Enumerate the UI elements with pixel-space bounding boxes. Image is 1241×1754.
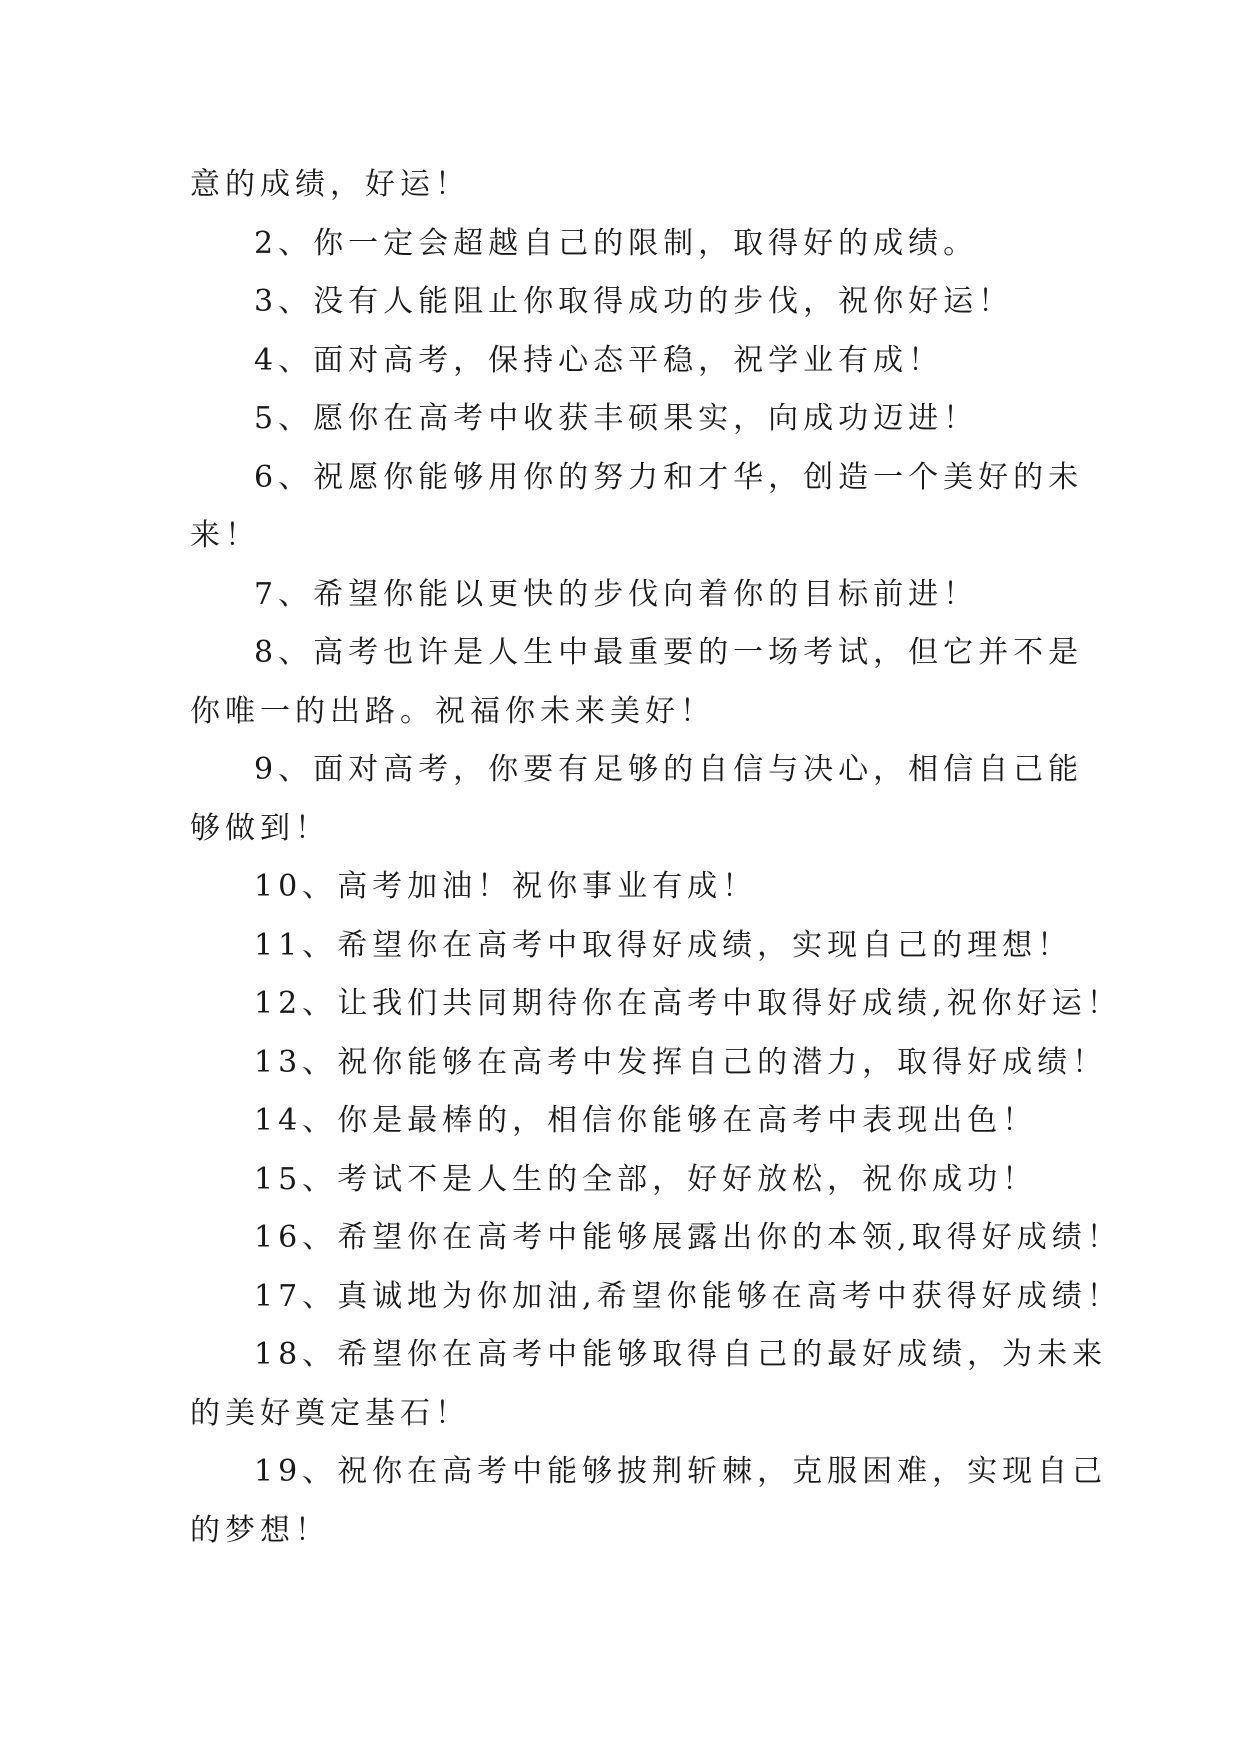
item-number: 3、	[254, 284, 314, 319]
item-text: 考试不是人生的全部，好好放松，祝你成功！	[337, 1161, 1038, 1197]
list-item	[190, 273, 1050, 332]
list-item	[190, 1326, 1108, 1385]
list-item-continuation	[190, 1502, 1050, 1561]
item-text: 真诚地为你加油,希望你能够在高考中获得好成绩！	[337, 1278, 1122, 1314]
item-text: 够做到！	[190, 810, 330, 846]
item-text: 希望你在高考中能够取得自己的最好成绩，为未来	[337, 1337, 1108, 1372]
list-item-continuation	[190, 800, 1050, 859]
item-number: 5、	[254, 401, 314, 436]
list-item-continuation	[190, 507, 1050, 566]
item-number: 12、	[254, 986, 338, 1021]
item-number: 10、	[254, 869, 338, 904]
item-text: 希望你能以更快的步伐向着你的目标前进！	[313, 576, 979, 612]
item-number: 4、	[254, 342, 314, 378]
list-item	[190, 566, 1050, 625]
list-item	[190, 1443, 1108, 1502]
list-item	[190, 1268, 1122, 1327]
item-number: 17、	[254, 1278, 338, 1314]
list-item	[190, 1209, 1122, 1268]
item-number: 18、	[254, 1337, 338, 1372]
item-text: 希望你在高考中取得好成绩，实现自己的理想！	[337, 927, 1073, 963]
list-item	[190, 332, 1050, 391]
list-item	[190, 624, 1084, 683]
item-text: 高考加油！祝你事业有成！	[337, 869, 758, 904]
item-number: 16、	[254, 1220, 338, 1255]
item-text: 的美好奠定基石！	[190, 1395, 470, 1431]
item-text: 你唯一的出路。祝福你未来美好！	[190, 693, 715, 729]
item-text: 你是最棒的，相信你能够在高考中表现出色！	[337, 1103, 1038, 1138]
item-text: 愿你在高考中收获丰硕果实，向成功迈进！	[313, 401, 979, 436]
list-item	[190, 1034, 1108, 1093]
item-text: 希望你在高考中能够展露出你的本领,取得好成绩！	[337, 1220, 1122, 1255]
item-text: 面对高考，保持心态平稳，祝学业有成！	[313, 342, 944, 378]
document-body	[190, 156, 1122, 1560]
list-item	[190, 917, 1073, 976]
item-text: 让我们共同期待你在高考中取得好成绩,祝你好运！	[337, 986, 1122, 1021]
list-item	[190, 215, 1050, 274]
item-text: 祝你在高考中能够披荆斩棘，克服困难，实现自己	[337, 1454, 1108, 1489]
list-item	[190, 858, 1050, 917]
item-text: 没有人能阻止你取得成功的步伐，祝你好运！	[313, 284, 1014, 319]
item-number: 7、	[254, 576, 314, 612]
item-number: 9、	[254, 752, 314, 787]
item-number: 19、	[254, 1454, 338, 1489]
list-item	[190, 741, 1084, 800]
item-number: 15、	[254, 1161, 338, 1197]
item-number: 6、	[254, 459, 314, 495]
item-text: 来！	[190, 518, 260, 553]
item-number: 11、	[254, 927, 338, 963]
list-item-continuation	[190, 683, 1050, 742]
item-number: 13、	[254, 1044, 338, 1080]
item-text: 面对高考，你要有足够的自信与决心，相信自己能	[313, 752, 1084, 787]
list-item	[190, 1092, 1050, 1151]
item-text: 祝愿你能够用你的努力和才华，创造一个美好的未	[313, 459, 1084, 495]
list-item-continuation	[190, 1385, 1050, 1444]
list-item	[190, 1151, 1050, 1210]
continuation-line: 意的成绩，好运！	[190, 167, 470, 202]
item-number: 8、	[254, 635, 314, 670]
list-item	[190, 390, 1050, 449]
item-text: 高考也许是人生中最重要的一场考试，但它并不是	[313, 635, 1084, 670]
item-number: 2、	[254, 225, 314, 261]
item-text: 的梦想！	[190, 1512, 330, 1548]
list-item	[190, 975, 1122, 1034]
item-text: 祝你能够在高考中发挥自己的潜力，取得好成绩！	[337, 1044, 1108, 1080]
list-item	[190, 449, 1084, 508]
item-text: 你一定会超越自己的限制，取得好的成绩。	[313, 225, 979, 261]
item-number: 14、	[254, 1103, 338, 1138]
